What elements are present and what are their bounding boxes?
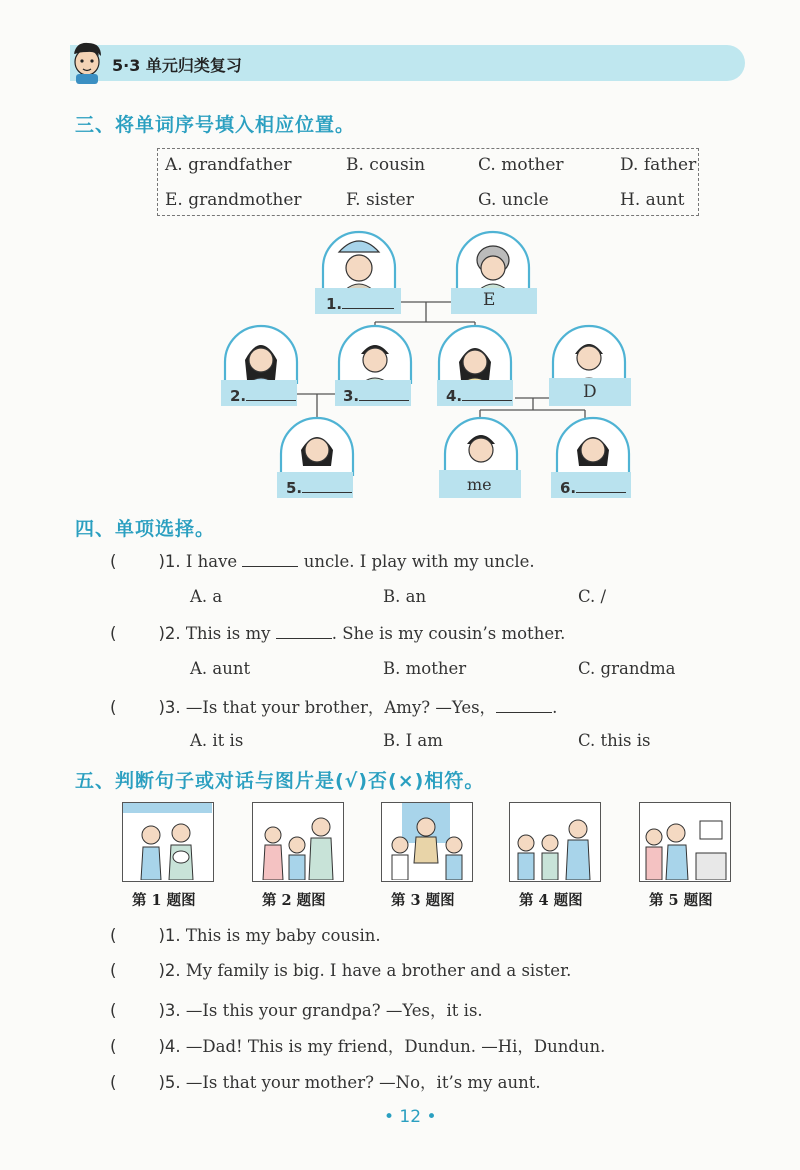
option-a: A. it is (190, 731, 244, 750)
picture-2 (252, 802, 344, 882)
word-option: C. mother (478, 155, 564, 175)
me-figure (445, 418, 517, 476)
word-option: F. sister (346, 190, 414, 210)
option-a: A. aunt (190, 659, 251, 678)
section-4-title: 四、单项选择。 (75, 518, 216, 540)
section-3-title: 三、将单词序号填入相应位置。 (75, 114, 356, 136)
aunt-figure (225, 326, 297, 384)
word-option: H. aunt (620, 190, 685, 210)
mc-question-1: ( )1. I have uncle. I play with my uncle. (110, 552, 535, 571)
judge-item-1: ( )1. This is my baby cousin. (110, 926, 381, 945)
judge-item-5: ( )5. —Is that your mother? —No，it’s my aunt. (110, 1073, 541, 1092)
judge-item-3: ( )3. —Is this your grandpa? —Yes，it is. (110, 1001, 483, 1020)
picture-caption: 第 4 题图 (519, 892, 583, 909)
judge-item-4: ( )4. —Dad! This is my friend，Dundun. —Hi，Dundun. (110, 1037, 606, 1056)
option-c: C. grandma (578, 659, 676, 678)
picture-caption: 第 1 题图 (132, 892, 196, 909)
grandmother-figure (457, 232, 529, 290)
mother-figure (439, 326, 511, 384)
uncle-figure (339, 326, 411, 384)
tree-label-d: D (583, 382, 597, 402)
tree-label-1: 1. (326, 293, 394, 313)
tree-label-me: me (467, 475, 492, 494)
grandfather-figure (323, 232, 395, 290)
option-b: B. an (383, 587, 427, 606)
mc-question-2: ( )2. This is my . She is my cousin’s mother. (110, 624, 566, 643)
tree-label-6: 6. (560, 477, 626, 497)
page-number: • 12 • (384, 1107, 437, 1127)
option-b: B. mother (383, 659, 467, 678)
header-title: 5·3 单元归类复习 (112, 56, 242, 75)
cousin-girl-figure (281, 418, 353, 476)
option-a: A. a (190, 587, 223, 606)
tree-label-2: 2. (230, 385, 296, 405)
tree-label-3: 3. (343, 385, 409, 405)
mc-question-3: ( )3. —Is that your brother，Amy? —Yes， . (110, 698, 558, 717)
picture-1 (122, 802, 214, 882)
tree-label-5: 5. (286, 477, 352, 497)
word-option: B. cousin (346, 155, 426, 175)
judge-item-2: ( )2. My family is big. I have a brother and a sister. (110, 961, 572, 980)
picture-5 (639, 802, 731, 882)
word-option: G. uncle (478, 190, 549, 210)
picture-caption: 第 2 题图 (262, 892, 326, 909)
picture-caption: 第 3 题图 (391, 892, 455, 909)
section-5-title: 五、判断句子或对话与图片是(√)否(×)相符。 (75, 770, 485, 792)
father-figure (553, 326, 625, 384)
option-c: C. / (578, 587, 607, 606)
picture-3 (381, 802, 473, 882)
tree-label-4: 4. (446, 385, 512, 405)
sister-figure (557, 418, 629, 476)
family-tree-diagram (215, 230, 645, 505)
word-option: A. grandfather (165, 155, 292, 175)
tree-label-e: E (483, 290, 496, 310)
option-b: B. I am (383, 731, 443, 750)
picture-caption: 第 5 题图 (649, 892, 713, 909)
option-c: C. this is (578, 731, 651, 750)
picture-4 (509, 802, 601, 882)
word-option: D. father (620, 155, 697, 175)
boy-mascot-icon (68, 40, 106, 84)
word-option: E. grandmother (165, 190, 302, 210)
